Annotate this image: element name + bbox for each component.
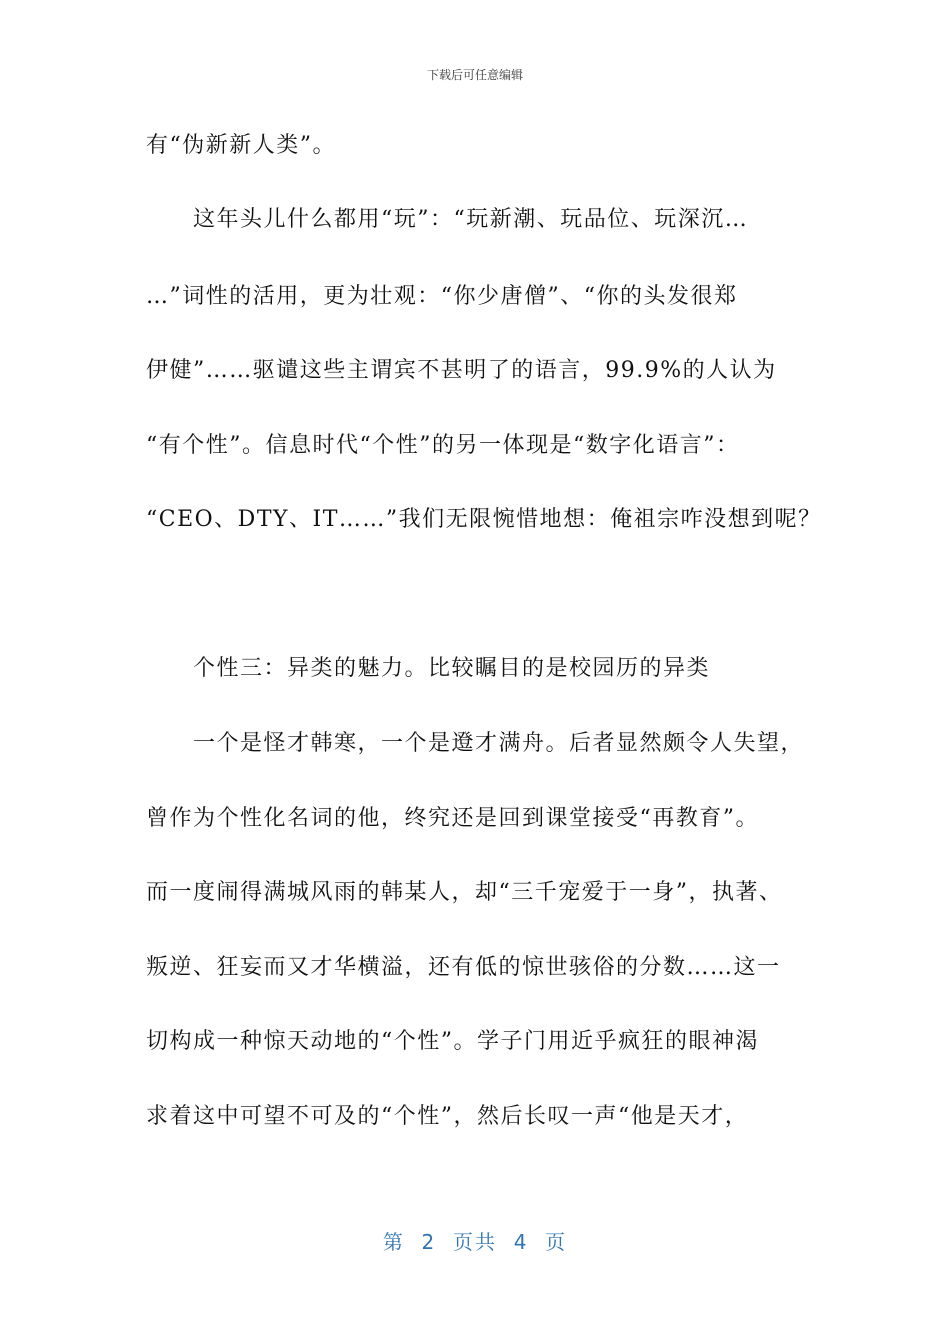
text-line: 有“伪新新人类”。	[146, 133, 336, 158]
text-line: “CEO、DTY、IT……”我们无限惋惜地想：俺祖宗咋没想到呢？	[146, 507, 822, 532]
text-line: 曾作为个性化名词的他，终究还是回到课堂接受“再教育”。	[146, 806, 759, 831]
text-line: 个性三：异类的魅力。比较瞩目的是校园历的异类	[146, 656, 711, 681]
text-line: 求着这中可望不可及的“个性”，然后长叹一声“他是天才，	[146, 1104, 749, 1129]
text-line: 伊健”……驱谴这些主谓宾不甚明了的语言，99.9%的人认为	[146, 358, 777, 383]
text-line: 而一度闹得满城风雨的韩某人，却“三千宠爱于一身”，执著、	[146, 880, 783, 905]
text-line: “有个性”。信息时代“个性”的另一体现是“数字化语言”：	[146, 433, 740, 458]
header-note: 下载后可任意编辑	[426, 68, 523, 82]
text-line: 叛逆、狂妄而又才华横溢，还有低的惊世骇俗的分数……这一	[146, 955, 781, 980]
text-line: 一个是怪才韩寒，一个是邆才满舟。后者显然颇令人失望，	[146, 731, 805, 756]
page-number: 第 2 页共 4 页	[382, 1230, 568, 1254]
text-line: …”词性的活用，更为壮观：“你少唐僧”、“你的头发很郑	[146, 284, 738, 309]
text-line: 这年头儿什么都用“玩”：“玩新潮、玩品位、玩深沉…	[146, 207, 749, 232]
text-line: 切构成一种惊天动地的“个性”。学子门用近乎疯狂的眼神渴	[146, 1029, 759, 1054]
